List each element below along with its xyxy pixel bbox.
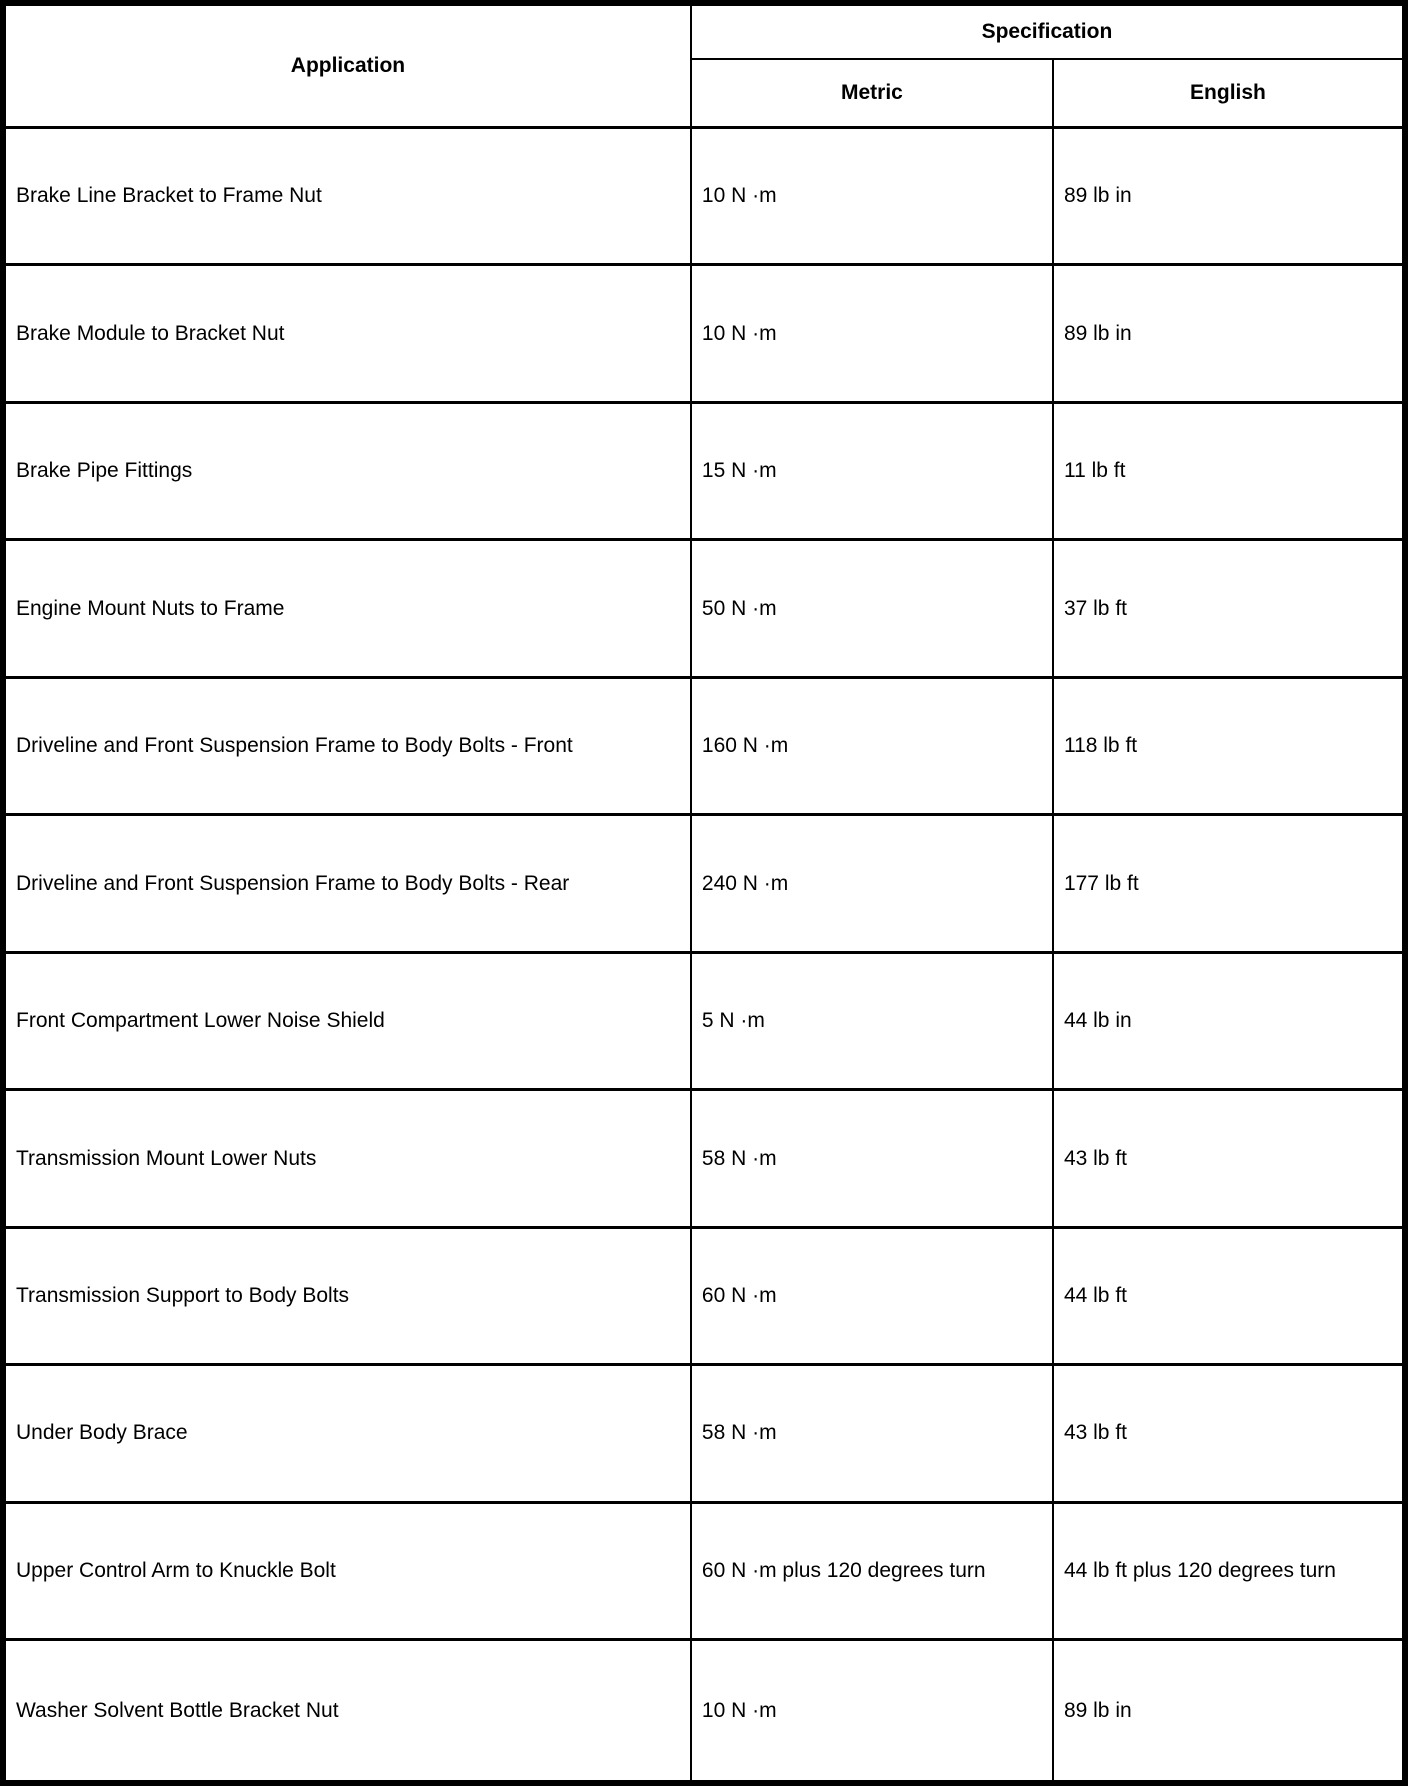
- application-cell: Driveline and Front Suspension Frame to Body Bolts - Front: [3, 677, 691, 814]
- english-value-cell: 11 lb ft: [1053, 402, 1405, 539]
- metric-value-cell: 15 N ·m: [691, 402, 1053, 539]
- metric-value-cell: 10 N ·m: [691, 128, 1053, 265]
- table-row: [3, 540, 1405, 677]
- table-row: [3, 677, 1405, 814]
- application-column-header: Application: [3, 3, 691, 128]
- english-value-cell: 177 lb ft: [1053, 815, 1405, 952]
- english-column-header: English: [1053, 59, 1405, 128]
- table-row: [3, 128, 1405, 265]
- application-cell: Front Compartment Lower Noise Shield: [3, 952, 691, 1089]
- english-value-cell: 44 lb in: [1053, 952, 1405, 1089]
- metric-value-cell: 58 N ·m: [691, 1365, 1053, 1502]
- table-header: [3, 3, 1405, 128]
- table-row: [3, 1090, 1405, 1227]
- metric-value-cell: 50 N ·m: [691, 540, 1053, 677]
- metric-value-cell: 60 N ·m plus 120 degrees turn: [691, 1502, 1053, 1639]
- table-row: [3, 1365, 1405, 1502]
- english-value-cell: 37 lb ft: [1053, 540, 1405, 677]
- application-cell: Transmission Mount Lower Nuts: [3, 1090, 691, 1227]
- metric-value-cell: 60 N ·m: [691, 1227, 1053, 1364]
- application-cell: Transmission Support to Body Bolts: [3, 1227, 691, 1364]
- table-row: [3, 1502, 1405, 1639]
- table-row: [3, 1640, 1405, 1783]
- english-value-cell: 89 lb in: [1053, 265, 1405, 402]
- english-value-cell: 44 lb ft: [1053, 1227, 1405, 1364]
- application-cell: Driveline and Front Suspension Frame to Body Bolts - Rear: [3, 815, 691, 952]
- application-cell: Brake Module to Bracket Nut: [3, 265, 691, 402]
- english-value-cell: 89 lb in: [1053, 1640, 1405, 1783]
- table-body: [3, 128, 1405, 1784]
- english-value-cell: 43 lb ft: [1053, 1365, 1405, 1502]
- metric-value-cell: 240 N ·m: [691, 815, 1053, 952]
- application-cell: Brake Pipe Fittings: [3, 402, 691, 539]
- metric-value-cell: 160 N ·m: [691, 677, 1053, 814]
- application-cell: Engine Mount Nuts to Frame: [3, 540, 691, 677]
- application-cell: Brake Line Bracket to Frame Nut: [3, 128, 691, 265]
- metric-column-header: Metric: [691, 59, 1053, 128]
- table-row: [3, 952, 1405, 1089]
- specification-column-group-header: Specification: [691, 3, 1405, 59]
- header-row-specification: [3, 3, 1405, 59]
- application-cell: Washer Solvent Bottle Bracket Nut: [3, 1640, 691, 1783]
- table-row: [3, 402, 1405, 539]
- table-row: [3, 265, 1405, 402]
- application-cell: Under Body Brace: [3, 1365, 691, 1502]
- metric-value-cell: 10 N ·m: [691, 1640, 1053, 1783]
- english-value-cell: 118 lb ft: [1053, 677, 1405, 814]
- english-value-cell: 43 lb ft: [1053, 1090, 1405, 1227]
- table-row: [3, 815, 1405, 952]
- metric-value-cell: 5 N ·m: [691, 952, 1053, 1089]
- application-cell: Upper Control Arm to Knuckle Bolt: [3, 1502, 691, 1639]
- english-value-cell: 89 lb in: [1053, 128, 1405, 265]
- table-row: [3, 1227, 1405, 1364]
- metric-value-cell: 10 N ·m: [691, 265, 1053, 402]
- english-value-cell: 44 lb ft plus 120 degrees turn: [1053, 1502, 1405, 1639]
- metric-value-cell: 58 N ·m: [691, 1090, 1053, 1227]
